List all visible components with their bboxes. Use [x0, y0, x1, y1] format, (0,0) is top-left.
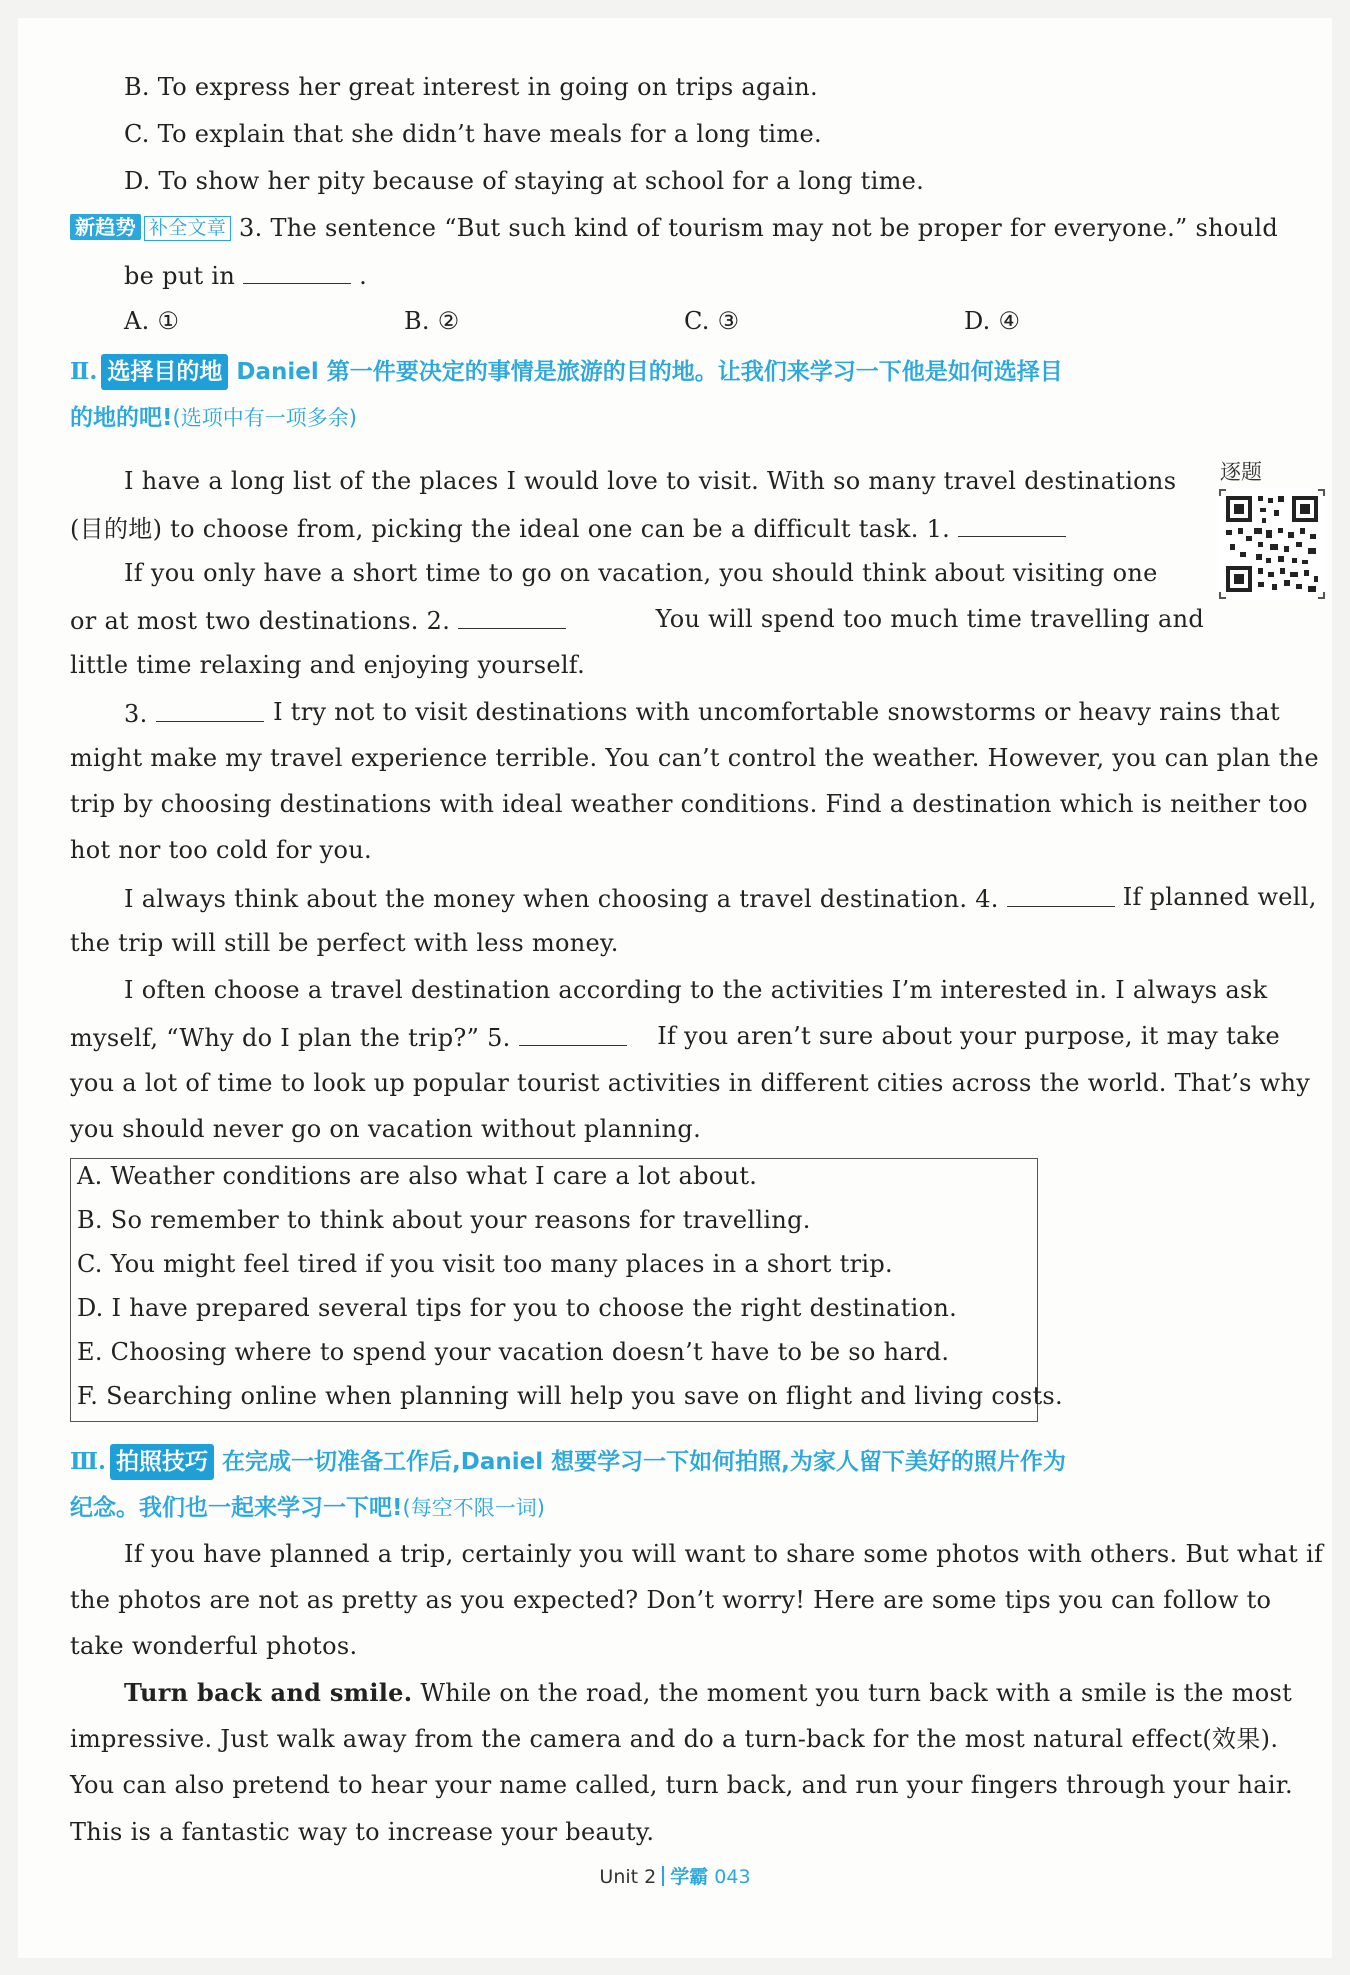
footer-brand: 学霸 — [670, 1866, 709, 1888]
q3-option-c: C. ③ — [684, 307, 740, 335]
q3-stem-end: . — [359, 262, 368, 290]
blank-2[interactable] — [458, 602, 566, 629]
passage2-text: I have a long list of the places I would love to visit. With so many travel destinations — [124, 467, 1177, 495]
passage2-line15: you should never go on vacation without planning. — [70, 1115, 702, 1143]
option-f: F. Searching online when planning will help you save on flight and living costs. — [77, 1382, 1063, 1410]
passage2-line5: little time relaxing and enjoying yourself. — [70, 651, 586, 679]
q3-answer-blank[interactable] — [243, 257, 351, 284]
tag-new-trend: 新趋势 — [70, 214, 141, 240]
passage2-line10 — [124, 880, 1317, 916]
options-box — [70, 1158, 1063, 1422]
passage2-text: you a lot of time to look up popular tourist activities in different cities across the world. That’s why — [70, 1069, 1311, 1097]
passage3-line5 — [70, 1722, 1280, 1756]
passage2-line13 — [70, 1019, 1280, 1055]
passage3-line6 — [70, 1768, 1293, 1802]
passage2-text: myself, “Why do I plan the trip?” 5. — [70, 1024, 511, 1052]
passage3-line2 — [70, 1583, 1280, 1617]
blank-3[interactable] — [156, 695, 264, 722]
tag-complete-passage: 补全文章 — [144, 216, 231, 241]
option-d: D. I have prepared several tips for you to choose the right destination. — [77, 1294, 958, 1322]
section3-number: Ⅲ. — [70, 1448, 107, 1475]
passage2-line8 — [70, 787, 1308, 821]
blank-4[interactable] — [1007, 880, 1115, 907]
passage2-text: I always think about the money when choosing a travel destination. 4. — [124, 885, 999, 913]
qr-label: 逐题 — [1220, 460, 1262, 484]
passage2-line6 — [124, 695, 1280, 731]
section2-heading-line2 — [70, 400, 357, 436]
section2-title: 选择目的地 — [101, 354, 228, 390]
section2-desc1: Daniel 第一件要决定的事情是旅游的目的地。让我们来学习一下他是如何选择目 — [236, 359, 1063, 385]
page — [18, 18, 1332, 1958]
passage3-line3: take wonderful photos. — [70, 1632, 358, 1660]
section3-heading-line2 — [70, 1490, 545, 1526]
q3-option-b: B. ② — [404, 307, 460, 335]
option-a: A. Weather conditions are also what I care a lot about. — [77, 1162, 758, 1190]
passage2-line11: the trip will still be perfect with less money. — [70, 929, 619, 957]
q3-stem: 3. The sentence “But such kind of tourism may not be proper for everyone.” should — [239, 214, 1279, 242]
option-e: E. Choosing where to spend your vacation doesn’t have to be so hard. — [77, 1338, 950, 1366]
section3-note: (每空不限一词) — [402, 1496, 545, 1520]
q3-stem-line1 — [70, 211, 1280, 245]
passage2-text: If you only have a short time to go on vacation, you should think about visiting one — [124, 559, 1158, 587]
tip-heading: Turn back and smile. — [124, 1678, 413, 1707]
passage3-text: the photos are not as pretty as you expected? Don’t worry! Here are some tips you can follow to — [70, 1586, 1272, 1614]
blank-1[interactable] — [958, 510, 1066, 537]
passage2-line1 — [124, 464, 1204, 498]
option-b: B. So remember to think about your reasons for travelling. — [77, 1206, 811, 1234]
passage3-text: You can also pretend to hear your name called, turn back, and run your fingers through your hair. — [70, 1771, 1293, 1799]
passage2-text: might make my travel experience terrible. You can’t control the weather. However, you can plan the — [70, 744, 1319, 772]
passage2-text: If you aren’t sure about your purpose, it may take — [657, 1022, 1280, 1050]
section3-desc1: 在完成一切准备工作后,Daniel 想要学习一下如何拍照,为家人留下美好的照片作为 — [222, 1449, 1066, 1475]
q2-option-c: C. To explain that she didn’t have meals for a long time. — [124, 120, 822, 148]
q3-option-a: A. ① — [124, 307, 180, 335]
passage2-line3 — [124, 556, 1204, 590]
passage2-text: I often choose a travel destination according to the activities I’m interested in. I always ask — [124, 976, 1268, 1004]
q3-stem-line2 — [124, 257, 367, 293]
q3-stem-text: be put in — [124, 262, 236, 290]
passage2-text: If planned well, — [1122, 883, 1317, 911]
section3-desc2: 纪念。我们也一起来学习一下吧! — [70, 1495, 403, 1521]
passage2-text: You will spend too much time travelling and — [655, 605, 1204, 633]
section2-number: Ⅱ. — [70, 358, 98, 385]
passage2-line4 — [70, 602, 1204, 638]
passage3-text: If you have planned a trip, certainly you will want to share some photos with others. But what if — [124, 1540, 1324, 1568]
page-footer — [0, 1862, 1350, 1889]
blank-5[interactable] — [519, 1019, 627, 1046]
q2-option-b: B. To express her great interest in going on trips again. — [124, 73, 818, 101]
passage2-line14 — [70, 1066, 1311, 1100]
section3-title: 拍照技巧 — [110, 1444, 214, 1480]
passage2-text: or at most two destinations. 2. — [70, 607, 451, 635]
passage2-text: I try not to visit destinations with uncomfortable snowstorms or heavy rains that — [273, 698, 1280, 726]
passage2-text: 3. — [124, 700, 148, 728]
q3-option-d: D. ④ — [964, 307, 1021, 335]
passage2-line2 — [70, 510, 1074, 546]
section2-heading — [70, 354, 1063, 390]
passage2-text: trip by choosing destinations with ideal weather conditions. Find a destination which is neither too — [70, 790, 1308, 818]
passage2-line9: hot nor too cold for you. — [70, 836, 372, 864]
section2-note: (选项中有一项多余) — [172, 406, 357, 430]
passage3-text: While on the road, the moment you turn back with a smile is the most — [420, 1679, 1293, 1707]
passage2-text: (目的地) to choose from, picking the ideal one can be a difficult task. 1. — [70, 515, 951, 543]
qr-code-icon[interactable] — [1218, 488, 1326, 600]
footer-unit: Unit 2 — [599, 1866, 657, 1888]
section3-heading — [70, 1444, 1066, 1480]
passage2-line12 — [124, 973, 1280, 1007]
passage3-line4 — [124, 1676, 1293, 1710]
page-number: 043 — [714, 1866, 751, 1888]
option-c: C. You might feel tired if you visit too many places in a short trip. — [77, 1250, 893, 1278]
passage2-line7 — [70, 741, 1319, 775]
passage3-line7: This is a fantastic way to increase your beauty. — [70, 1818, 655, 1846]
footer-separator — [662, 1866, 664, 1886]
passage3-text: impressive. Just walk away from the camera and do a turn-back for the most natural effect(效果). — [70, 1725, 1279, 1753]
q2-option-d: D. To show her pity because of staying at school for a long time. — [124, 167, 925, 195]
passage3-line1 — [124, 1537, 1324, 1571]
section2-desc2: 的地的吧! — [70, 405, 173, 431]
